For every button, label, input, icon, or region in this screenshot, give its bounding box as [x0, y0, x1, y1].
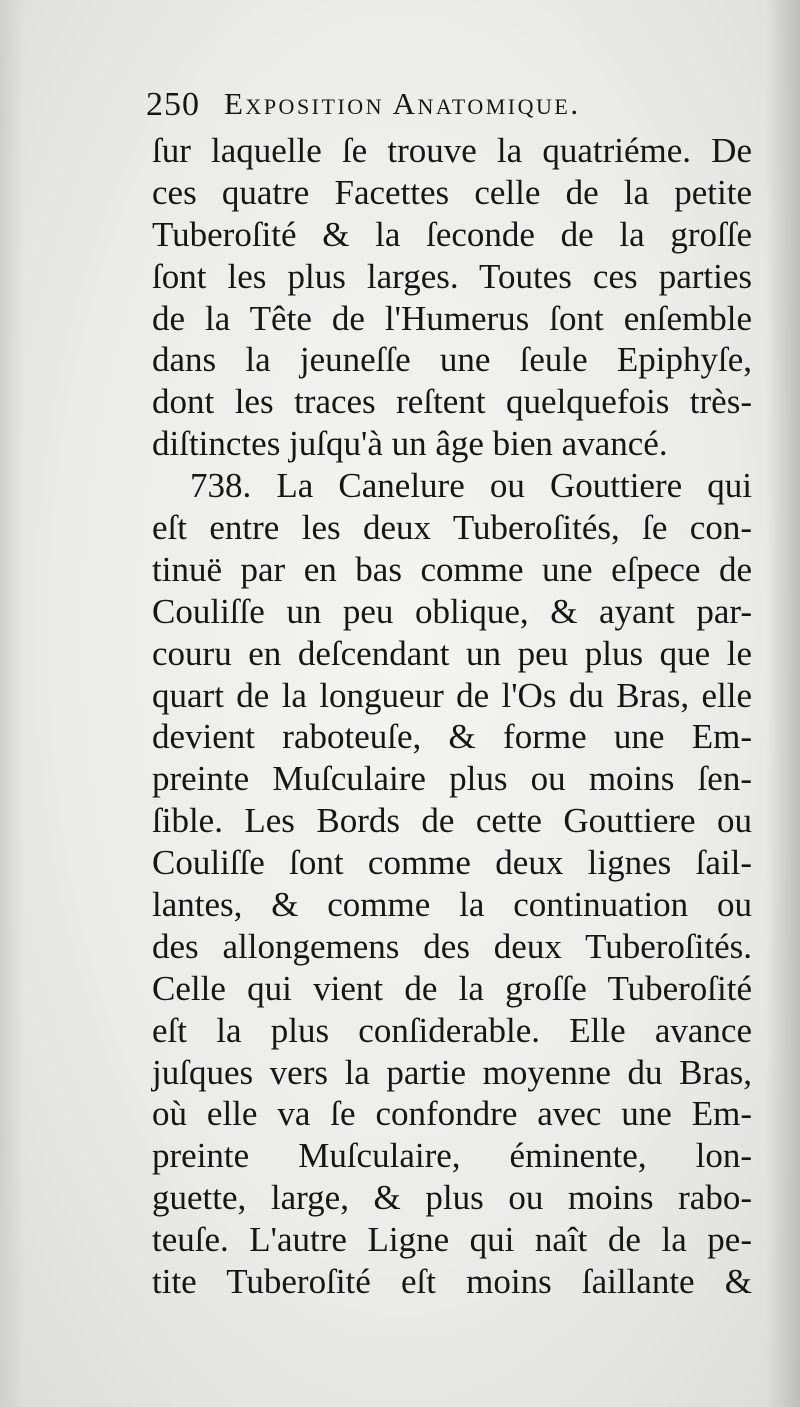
page-edge-shadow	[766, 0, 800, 1407]
text-line: juſques vers la partie moyenne du Bras,	[152, 1052, 752, 1092]
text-line: Couliſſe un peu oblique, & ayant par-	[152, 591, 752, 631]
text-line: où elle va ſe confondre avec une Em-	[152, 1094, 752, 1134]
text-line: dont les traces reſtent quelquefois très-	[152, 382, 752, 422]
text-line: dans la jeuneſſe une ſeule Epiphyſe,	[152, 340, 752, 380]
paragraph-738	[152, 465, 752, 1303]
text-line: de la Tête de l'Humerus ſont enſemble	[152, 298, 752, 338]
text-line: diſtinctes juſqu'à un âge bien avancé.	[152, 424, 668, 464]
text-line: ces quatre Facettes celle de la petite	[152, 172, 752, 212]
text-line: preinte Muſculaire plus ou moins ſen-	[152, 759, 752, 799]
text-line: tite Tuberoſité eſt moins ſaillante &	[152, 1262, 752, 1302]
page-number: 250	[146, 86, 200, 123]
text-line: eſt la plus conſiderable. Elle avance	[152, 1010, 752, 1050]
text-line: ſur laquelle ſe trouve la quatriéme. De	[152, 131, 752, 170]
text-line: devient raboteuſe, & forme une Em-	[152, 717, 752, 757]
text-line: Celle qui vient de la groſſe Tuberoſité	[152, 968, 752, 1008]
text-line: des allongemens des deux Tuberoſités.	[152, 926, 752, 966]
text-line: ſont les plus larges. Toutes ces parties	[152, 256, 752, 296]
body-text	[152, 130, 752, 1303]
text-line: quart de la longueur de l'Os du Bras, elle	[152, 675, 752, 715]
page-gutter-shadow	[0, 0, 24, 1407]
text-line: ſible. Les Bords de cette Gouttiere ou	[152, 801, 752, 841]
running-title: Exposition Anatomique.	[224, 86, 581, 121]
text-line: Tuberoſité & la ſeconde de la groſſe	[152, 214, 752, 254]
text-line: tinuë par en bas comme une eſpece de	[152, 549, 752, 589]
text-line: eſt entre les deux Tuberoſités, ſe con-	[152, 508, 752, 548]
paragraph-continuation	[152, 130, 752, 465]
text-line: teuſe. L'autre Ligne qui naît de la pe-	[152, 1220, 752, 1260]
text-line: couru en deſcendant un peu plus que le	[152, 633, 752, 673]
text-line: preinte Muſculaire, éminente, lon-	[152, 1136, 752, 1176]
text-line: Couliſſe ſont comme deux lignes ſail-	[152, 843, 752, 883]
text-line: 738. La Canelure ou Gouttiere qui	[190, 466, 752, 506]
page-header	[146, 78, 752, 136]
text-line: lantes, & comme la continuation ou	[152, 885, 752, 925]
text-line: guette, large, & plus ou moins rabo-	[152, 1178, 752, 1218]
